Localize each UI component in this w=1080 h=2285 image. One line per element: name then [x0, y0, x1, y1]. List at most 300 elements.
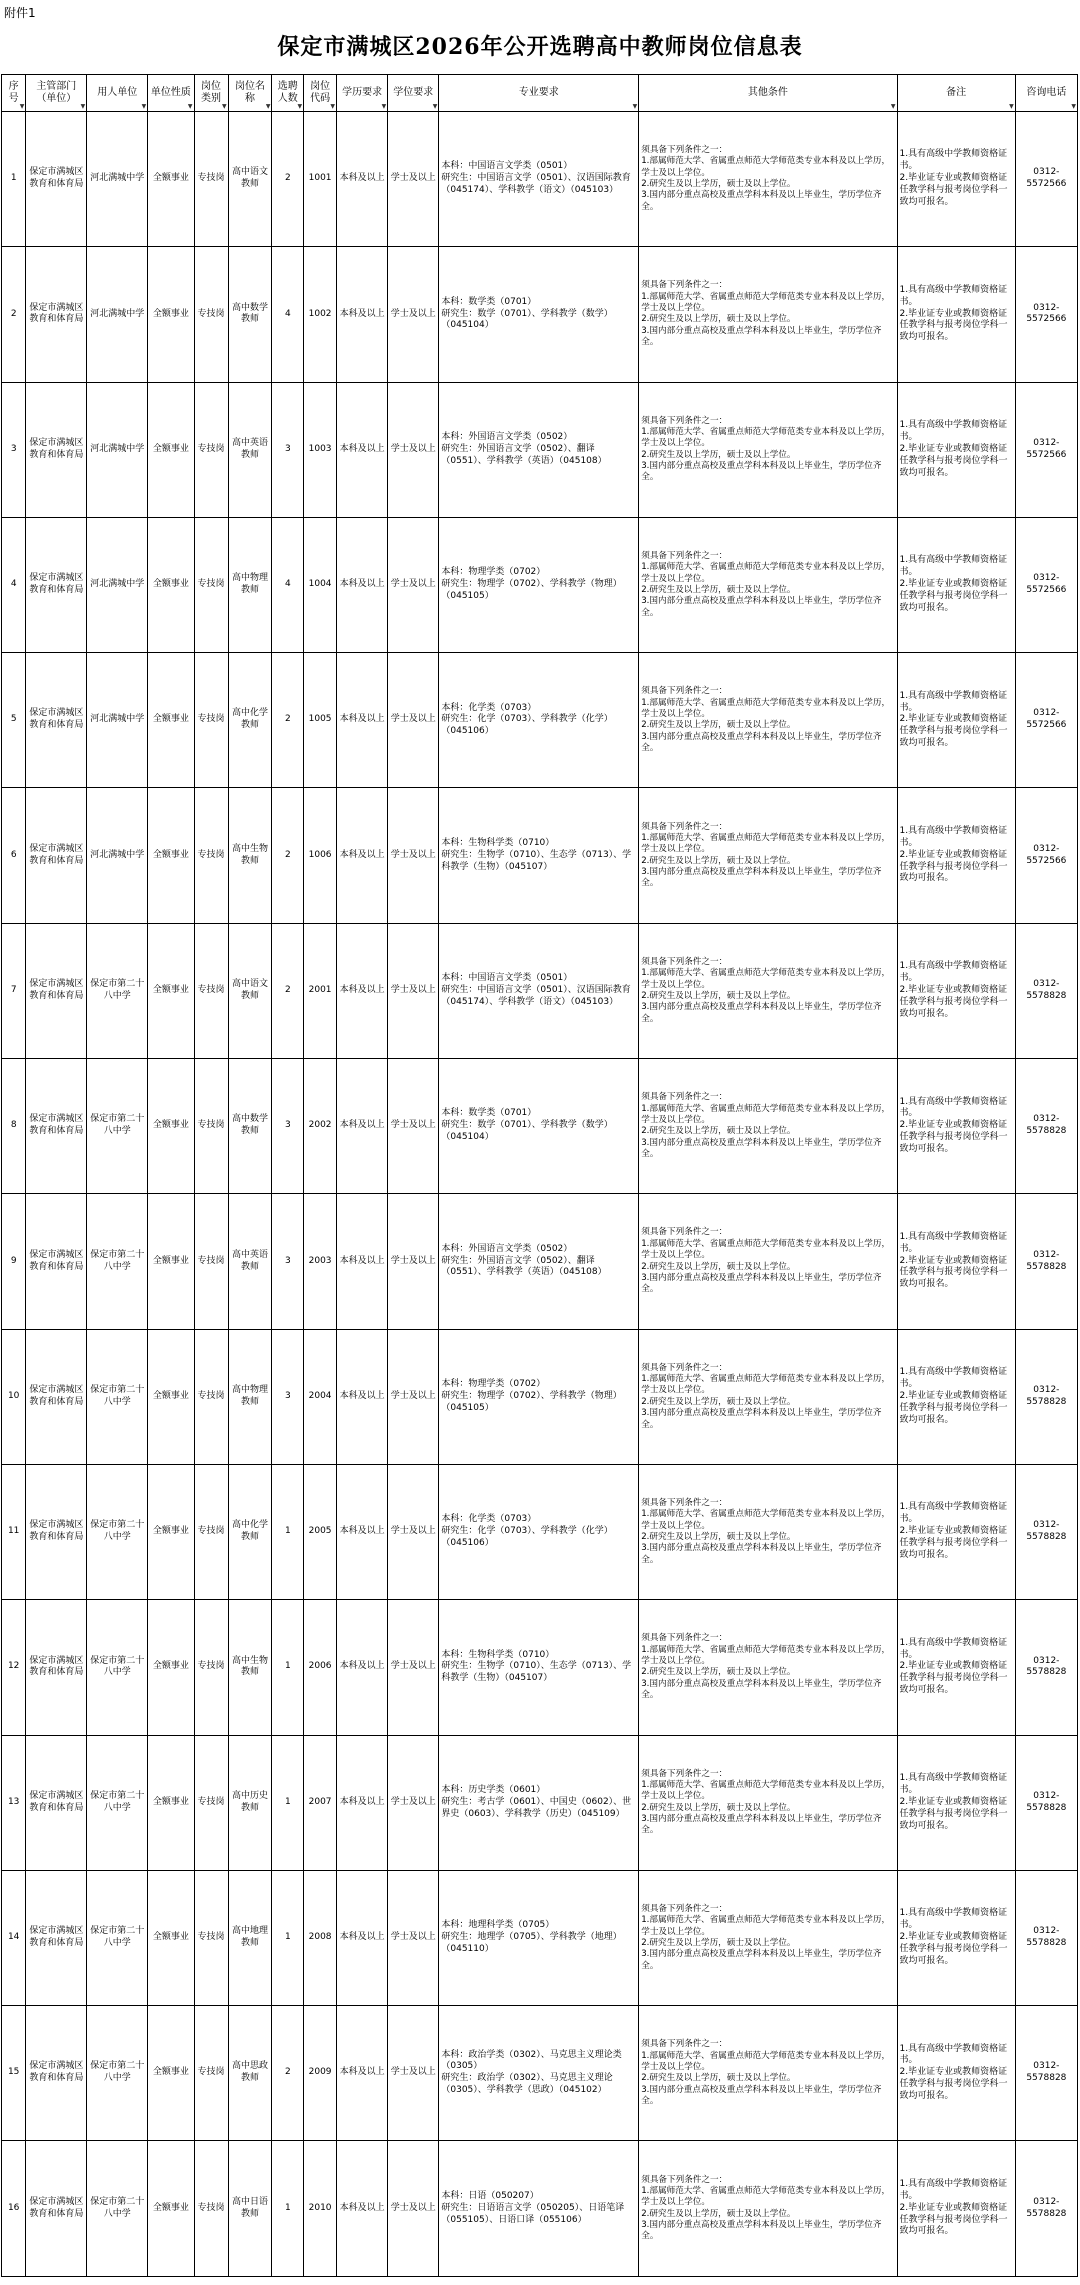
- condition-line: 3.国内部分重点高校及重点学科本科及以上毕业生，学历学位齐全。: [641, 325, 882, 348]
- cell-unit: 保定市第二十八中学: [87, 923, 148, 1058]
- condition-line: 1.部属师范大学、省属重点师范大学师范类专业本科及以上学历，学士及以上学位。: [641, 1915, 891, 1937]
- cell-nature: 全额事业: [148, 788, 194, 923]
- cell-nature: 全额事业: [148, 1735, 194, 1870]
- cell-remark: [897, 247, 1015, 382]
- cell-dept: 保定市满城区教育和体育局: [26, 517, 87, 652]
- table-row: [2, 788, 1078, 923]
- cell-post: 高中生物教师: [228, 1600, 272, 1735]
- header-label: 岗位代码: [310, 81, 331, 104]
- cell-remark: [897, 2141, 1015, 2276]
- cell-dept: 保定市满城区教育和体育局: [26, 788, 87, 923]
- table-row: [2, 1464, 1078, 1599]
- header-count[interactable]: [272, 75, 304, 112]
- header-category[interactable]: [194, 75, 228, 112]
- cell-category: 专技岗: [194, 112, 228, 247]
- cell-remark: [897, 923, 1015, 1058]
- remark-line: 1.具有高级中学教师资格证书。: [899, 1637, 1008, 1660]
- condition-line: 3.国内部分重点高校及重点学科本科及以上毕业生，学历学位齐全。: [641, 1543, 882, 1565]
- cell-nature: 全额事业: [148, 653, 194, 788]
- cell-code: 2002: [304, 1059, 337, 1194]
- table-row: [2, 112, 1078, 247]
- cell-code: 1004: [304, 517, 337, 652]
- cell-no: 12: [2, 1600, 26, 1735]
- filter-dropdown-icon[interactable]: ▼: [381, 102, 387, 110]
- cell-category: 专技岗: [194, 2006, 228, 2141]
- cell-count: 3: [272, 1059, 304, 1194]
- cell-dept: 保定市满城区教育和体育局: [26, 923, 87, 1058]
- condition-line: 须具备下列条件之一：: [641, 1092, 728, 1103]
- condition-line: 须具备下列条件之一：: [641, 1768, 728, 1779]
- cell-no: 4: [2, 517, 26, 652]
- cell-conditions: [639, 1870, 897, 2005]
- header-label: 其他条件: [747, 87, 788, 98]
- condition-line: 须具备下列条件之一：: [641, 1903, 728, 1914]
- filter-dropdown-icon[interactable]: ▼: [432, 102, 438, 110]
- cell-nature: 全额事业: [148, 1329, 194, 1464]
- cell-remark: [897, 382, 1015, 517]
- cell-degree: 学士及以上: [388, 2141, 439, 2276]
- table-header-row: [2, 75, 1078, 112]
- cell-degree: 学士及以上: [388, 112, 439, 247]
- filter-dropdown-icon[interactable]: ▼: [1009, 102, 1014, 110]
- condition-line: 须具备下列条件之一：: [641, 1362, 728, 1373]
- cell-unit: 保定市第二十八中学: [87, 1059, 148, 1194]
- header-nature[interactable]: [148, 75, 194, 112]
- cell-dept: 保定市满城区教育和体育局: [26, 1870, 87, 2005]
- cell-edu: 本科及以上: [337, 1600, 388, 1735]
- cell-conditions: [639, 517, 897, 652]
- condition-line: 2.研究生及以上学历，硕士及以上学位。: [641, 449, 796, 460]
- condition-line: 1.部属师范大学、省属重点师范大学师范类专业本科及以上学历，学士及以上学位。: [641, 291, 891, 314]
- condition-line: 2.研究生及以上学历，硕士及以上学位。: [641, 1802, 796, 1813]
- condition-line: 须具备下列条件之一：: [641, 1498, 728, 1509]
- cell-degree: 学士及以上: [388, 923, 439, 1058]
- cell-remark: [897, 653, 1015, 788]
- cell-category: 专技岗: [194, 247, 228, 382]
- condition-line: 3.国内部分重点高校及重点学科本科及以上毕业生，学历学位齐全。: [641, 866, 882, 889]
- cell-count: 1: [272, 1464, 304, 1599]
- remark-line: 1.具有高级中学教师资格证书。: [899, 1502, 1008, 1525]
- cell-code: 2010: [304, 2141, 337, 2276]
- cell-code: 2007: [304, 1735, 337, 1870]
- cell-no: 14: [2, 1870, 26, 2005]
- filter-dropdown-icon[interactable]: ▼: [141, 102, 147, 110]
- cell-remark: [897, 1464, 1015, 1599]
- cell-major: 本科：物理学类（0702） 研究生：物理学（0702）、学科教学（物理）（045105）: [439, 1329, 639, 1464]
- cell-nature: 全额事业: [148, 517, 194, 652]
- cell-degree: 学士及以上: [388, 1464, 439, 1599]
- cell-remark: [897, 1059, 1015, 1194]
- cell-nature: 全额事业: [148, 1870, 194, 2005]
- cell-nature: 全额事业: [148, 1600, 194, 1735]
- cell-nature: 全额事业: [148, 382, 194, 517]
- condition-line: 1.部属师范大学、省属重点师范大学师范类专业本科及以上学历，学士及以上学位。: [641, 968, 891, 990]
- cell-remark: [897, 112, 1015, 247]
- cell-no: 13: [2, 1735, 26, 1870]
- condition-line: 3.国内部分重点高校及重点学科本科及以上毕业生，学历学位齐全。: [641, 190, 882, 212]
- cell-major: 本科：生物科学类（0710） 研究生：生物学（0710）、生态学（0713）、学科教学（生物）（045107）: [439, 1600, 639, 1735]
- condition-line: 3.国内部分重点高校及重点学科本科及以上毕业生，学历学位齐全。: [641, 1949, 882, 1971]
- cell-post: 高中思政教师: [228, 2006, 272, 2141]
- condition-line: 2.研究生及以上学历，硕士及以上学位。: [641, 1396, 796, 1407]
- cell-remark: [897, 1735, 1015, 1870]
- cell-remark: [897, 1329, 1015, 1464]
- cell-count: 4: [272, 517, 304, 652]
- cell-edu: 本科及以上: [337, 1870, 388, 2005]
- cell-major: 本科：外国语言文学类（0502） 研究生：外国语言文学（0502）、翻译（0551）、学科教学（英语）（045108）: [439, 382, 639, 517]
- cell-edu: 本科及以上: [337, 923, 388, 1058]
- condition-line: 3.国内部分重点高校及重点学科本科及以上毕业生，学历学位齐全。: [641, 596, 882, 618]
- table-row: [2, 653, 1078, 788]
- cell-code: 1006: [304, 788, 337, 923]
- condition-line: 2.研究生及以上学历，硕士及以上学位。: [641, 179, 796, 190]
- cell-category: 专技岗: [194, 2141, 228, 2276]
- cell-dept: 保定市满城区教育和体育局: [26, 1464, 87, 1599]
- condition-line: 3.国内部分重点高校及重点学科本科及以上毕业生，学历学位齐全。: [641, 1408, 882, 1430]
- cell-code: 2001: [304, 923, 337, 1058]
- cell-major: 本科：政治学类（0302）、马克思主义理论类（0305） 研究生：政治学（0302）、马克思主义理论（0305）、学科教学（思政）（045102）: [439, 2006, 639, 2141]
- remark-line: 1.具有高级中学教师资格证书。: [899, 149, 1008, 172]
- cell-conditions: [639, 2006, 897, 2141]
- header-label: 专业要求: [518, 87, 559, 98]
- cell-dept: 保定市满城区教育和体育局: [26, 382, 87, 517]
- condition-line: 2.研究生及以上学历，硕士及以上学位。: [641, 1126, 796, 1137]
- remark-line: 2.毕业证专业或教师资格证任教学科与报考岗位学科一致均可报名。: [899, 849, 1008, 884]
- header-dept[interactable]: [26, 75, 87, 112]
- cell-dept: 保定市满城区教育和体育局: [26, 1329, 87, 1464]
- cell-no: 15: [2, 2006, 26, 2141]
- cell-major: 本科：外国语言文学类（0502） 研究生：外国语言文学（0502）、翻译（0551）、学科教学（英语）（045108）: [439, 1194, 639, 1329]
- header-label: 用人单位: [97, 87, 138, 98]
- header-unit[interactable]: [87, 75, 148, 112]
- cell-unit: 河北满城中学: [87, 517, 148, 652]
- condition-line: 1.部属师范大学、省属重点师范大学师范类专业本科及以上学历，学士及以上学位。: [641, 1374, 891, 1396]
- cell-phone: 0312-5578828: [1015, 2006, 1077, 2141]
- cell-edu: 本科及以上: [337, 112, 388, 247]
- condition-line: 1.部属师范大学、省属重点师范大学师范类专业本科及以上学历，学士及以上学位。: [641, 562, 891, 584]
- cell-conditions: [639, 2141, 897, 2276]
- cell-conditions: [639, 247, 897, 382]
- condition-line: 1.部属师范大学、省属重点师范大学师范类专业本科及以上学历，学士及以上学位。: [641, 427, 891, 449]
- cell-count: 3: [272, 1329, 304, 1464]
- table-body: [2, 112, 1078, 2277]
- cell-phone: 0312-5578828: [1015, 1600, 1077, 1735]
- filter-dropdown-icon[interactable]: ▼: [265, 102, 271, 110]
- cell-no: 3: [2, 382, 26, 517]
- condition-line: 3.国内部分重点高校及重点学科本科及以上毕业生，学历学位齐全。: [641, 1002, 882, 1024]
- condition-line: 1.部属师范大学、省属重点师范大学师范类专业本科及以上学历，学士及以上学位。: [641, 1644, 891, 1667]
- cell-phone: 0312-5572566: [1015, 382, 1077, 517]
- filter-dropdown-icon[interactable]: ▼: [187, 102, 193, 110]
- cell-phone: 0312-5572566: [1015, 247, 1077, 382]
- cell-conditions: [639, 1059, 897, 1194]
- remark-line: 2.毕业证专业或教师资格证任教学科与报考岗位学科一致均可报名。: [899, 1932, 1008, 1966]
- condition-line: 3.国内部分重点高校及重点学科本科及以上毕业生，学历学位齐全。: [641, 1678, 882, 1701]
- cell-phone: 0312-5578828: [1015, 923, 1077, 1058]
- cell-unit: 保定市第二十八中学: [87, 1329, 148, 1464]
- table-row: [2, 382, 1078, 517]
- cell-post: 高中地理教师: [228, 1870, 272, 2005]
- cell-dept: 保定市满城区教育和体育局: [26, 112, 87, 247]
- remark-line: 2.毕业证专业或教师资格证任教学科与报考岗位学科一致均可报名。: [899, 173, 1008, 207]
- header-label: 岗位类别: [201, 81, 222, 104]
- header-no[interactable]: [2, 75, 26, 112]
- cell-category: 专技岗: [194, 653, 228, 788]
- cell-post: 高中历史教师: [228, 1735, 272, 1870]
- header-post[interactable]: [228, 75, 272, 112]
- condition-line: 3.国内部分重点高校及重点学科本科及以上毕业生，学历学位齐全。: [641, 461, 882, 483]
- cell-remark: [897, 1600, 1015, 1735]
- cell-category: 专技岗: [194, 517, 228, 652]
- cell-major: 本科：中国语言文学类（0501） 研究生：中国语言文学（0501）、汉语国际教育（045174）、学科教学（语文）（045103）: [439, 923, 639, 1058]
- remark-line: 2.毕业证专业或教师资格证任教学科与报考岗位学科一致均可报名。: [899, 984, 1008, 1019]
- cell-count: 2: [272, 788, 304, 923]
- cell-edu: 本科及以上: [337, 1464, 388, 1599]
- cell-no: 9: [2, 1194, 26, 1329]
- header-degree[interactable]: [388, 75, 439, 112]
- table-row: [2, 1600, 1078, 1735]
- cell-major: 本科：物理学类（0702） 研究生：物理学（0702）、学科教学（物理）（045105）: [439, 517, 639, 652]
- table-row: [2, 1329, 1078, 1464]
- cell-count: 1: [272, 2141, 304, 2276]
- table-row: [2, 1735, 1078, 1870]
- table-row: [2, 517, 1078, 652]
- cell-post: 高中物理教师: [228, 517, 272, 652]
- header-remark[interactable]: [897, 75, 1015, 112]
- cell-category: 专技岗: [194, 788, 228, 923]
- header-label: 选聘人数: [277, 81, 298, 104]
- cell-edu: 本科及以上: [337, 1059, 388, 1194]
- cell-edu: 本科及以上: [337, 2006, 388, 2141]
- condition-line: 3.国内部分重点高校及重点学科本科及以上毕业生，学历学位齐全。: [641, 731, 882, 754]
- condition-line: 3.国内部分重点高校及重点学科本科及以上毕业生，学历学位齐全。: [641, 1814, 882, 1836]
- condition-line: 1.部属师范大学、省属重点师范大学师范类专业本科及以上学历，学士及以上学位。: [641, 1103, 891, 1125]
- cell-unit: 保定市第二十八中学: [87, 2006, 148, 2141]
- cell-category: 专技岗: [194, 1735, 228, 1870]
- cell-code: 2006: [304, 1600, 337, 1735]
- cell-major: 本科：数学类（0701） 研究生：数学（0701）、学科教学（数学）（045104）: [439, 1059, 639, 1194]
- cell-post: 高中数学教师: [228, 247, 272, 382]
- condition-line: 1.部属师范大学、省属重点师范大学师范类专业本科及以上学历，学士及以上学位。: [641, 697, 891, 719]
- table-row: [2, 1870, 1078, 2005]
- cell-degree: 学士及以上: [388, 2006, 439, 2141]
- cell-remark: [897, 517, 1015, 652]
- cell-no: 16: [2, 2141, 26, 2276]
- condition-line: 1.部属师范大学、省属重点师范大学师范类专业本科及以上学历，学士及以上学位。: [641, 832, 891, 855]
- cell-post: 高中日语教师: [228, 2141, 272, 2276]
- condition-line: 2.研究生及以上学历，硕士及以上学位。: [641, 314, 796, 325]
- cell-degree: 学士及以上: [388, 382, 439, 517]
- cell-phone: 0312-5578828: [1015, 1870, 1077, 2005]
- cell-phone: 0312-5578828: [1015, 1329, 1077, 1464]
- cell-phone: 0312-5578828: [1015, 1059, 1077, 1194]
- attachment-label: 附件1: [4, 6, 36, 20]
- cell-degree: 学士及以上: [388, 1600, 439, 1735]
- condition-line: 2.研究生及以上学历，硕士及以上学位。: [641, 585, 796, 596]
- remark-line: 2.毕业证专业或教师资格证任教学科与报考岗位学科一致均可报名。: [899, 1120, 1008, 1155]
- remark-line: 2.毕业证专业或教师资格证任教学科与报考岗位学科一致均可报名。: [899, 1255, 1008, 1290]
- cell-major: 本科：日语（050207） 研究生：日语语言文学（050205）、日语笔译（055105）、日语口译（055106）: [439, 2141, 639, 2276]
- remark-line: 1.具有高级中学教师资格证书。: [899, 555, 1008, 578]
- cell-nature: 全额事业: [148, 923, 194, 1058]
- filter-dropdown-icon[interactable]: ▼: [19, 102, 25, 110]
- cell-unit: 河北满城中学: [87, 382, 148, 517]
- condition-line: 须具备下列条件之一：: [641, 551, 728, 561]
- condition-line: 2.研究生及以上学历，硕士及以上学位。: [641, 1938, 796, 1948]
- cell-count: 4: [272, 247, 304, 382]
- filter-dropdown-icon[interactable]: ▼: [1071, 102, 1076, 110]
- condition-line: 须具备下列条件之一：: [641, 686, 728, 697]
- cell-no: 7: [2, 923, 26, 1058]
- header-code[interactable]: [304, 75, 337, 112]
- remark-line: 2.毕业证专业或教师资格证任教学科与报考岗位学科一致均可报名。: [899, 714, 1008, 749]
- header-label: 岗位名称: [235, 81, 266, 104]
- filter-dropdown-icon[interactable]: ▼: [330, 102, 336, 110]
- filter-dropdown-icon[interactable]: ▼: [297, 102, 303, 110]
- cell-remark: [897, 1194, 1015, 1329]
- condition-line: 须具备下列条件之一：: [641, 1227, 728, 1238]
- remark-line: 1.具有高级中学教师资格证书。: [899, 961, 1008, 984]
- condition-line: 须具备下列条件之一：: [641, 2174, 728, 2185]
- filter-dropdown-icon[interactable]: ▼: [80, 102, 86, 110]
- condition-line: 1.部属师范大学、省属重点师范大学师范类专业本科及以上学历，学士及以上学位。: [641, 2185, 891, 2208]
- cell-count: 3: [272, 1194, 304, 1329]
- cell-category: 专技岗: [194, 923, 228, 1058]
- cell-no: 6: [2, 788, 26, 923]
- remark-line: 1.具有高级中学教师资格证书。: [899, 2178, 1008, 2201]
- cell-code: 1001: [304, 112, 337, 247]
- cell-nature: 全额事业: [148, 2141, 194, 2276]
- cell-conditions: [639, 382, 897, 517]
- cell-count: 1: [272, 1600, 304, 1735]
- remark-line: 2.毕业证专业或教师资格证任教学科与报考岗位学科一致均可报名。: [899, 1390, 1008, 1425]
- cell-degree: 学士及以上: [388, 1194, 439, 1329]
- condition-line: 3.国内部分重点高校及重点学科本科及以上毕业生，学历学位齐全。: [641, 2084, 882, 2106]
- cell-unit: 保定市第二十八中学: [87, 1464, 148, 1599]
- remark-line: 1.具有高级中学教师资格证书。: [899, 420, 1008, 442]
- cell-phone: 0312-5572566: [1015, 653, 1077, 788]
- cell-edu: 本科及以上: [337, 653, 388, 788]
- cell-code: 1005: [304, 653, 337, 788]
- cell-edu: 本科及以上: [337, 2141, 388, 2276]
- condition-line: 3.国内部分重点高校及重点学科本科及以上毕业生，学历学位齐全。: [641, 2219, 882, 2242]
- remark-line: 1.具有高级中学教师资格证书。: [899, 690, 1008, 713]
- cell-phone: 0312-5572566: [1015, 112, 1077, 247]
- cell-unit: 保定市第二十八中学: [87, 2141, 148, 2276]
- condition-line: 须具备下列条件之一：: [641, 145, 728, 156]
- table-row: [2, 1194, 1078, 1329]
- cell-category: 专技岗: [194, 1059, 228, 1194]
- cell-degree: 学士及以上: [388, 1870, 439, 2005]
- cell-conditions: [639, 923, 897, 1058]
- cell-unit: 保定市第二十八中学: [87, 1870, 148, 2005]
- cell-post: 高中英语教师: [228, 1194, 272, 1329]
- cell-post: 高中物理教师: [228, 1329, 272, 1464]
- remark-line: 2.毕业证专业或教师资格证任教学科与报考岗位学科一致均可报名。: [899, 2202, 1008, 2237]
- header-conditions[interactable]: [639, 75, 897, 112]
- cell-nature: 全额事业: [148, 1194, 194, 1329]
- remark-line: 1.具有高级中学教师资格证书。: [899, 1367, 1008, 1389]
- filter-dropdown-icon[interactable]: ▼: [221, 102, 227, 110]
- remark-line: 2.毕业证专业或教师资格证任教学科与报考岗位学科一致均可报名。: [899, 443, 1008, 478]
- cell-phone: 0312-5578828: [1015, 1464, 1077, 1599]
- cell-conditions: [639, 653, 897, 788]
- cell-edu: 本科及以上: [337, 247, 388, 382]
- cell-code: 2009: [304, 2006, 337, 2141]
- header-label: 学历要求: [342, 87, 383, 98]
- remark-line: 1.具有高级中学教师资格证书。: [899, 1908, 1008, 1931]
- condition-line: 2.研究生及以上学历，硕士及以上学位。: [641, 2073, 796, 2084]
- cell-major: 本科：地理科学类（0705） 研究生：地理学（0705）、学科教学（地理）（045110）: [439, 1870, 639, 2005]
- condition-line: 3.国内部分重点高校及重点学科本科及以上毕业生，学历学位齐全。: [641, 1137, 882, 1159]
- cell-dept: 保定市满城区教育和体育局: [26, 2141, 87, 2276]
- cell-conditions: [639, 1329, 897, 1464]
- cell-phone: 0312-5578828: [1015, 1194, 1077, 1329]
- cell-unit: 河北满城中学: [87, 653, 148, 788]
- remark-line: 2.毕业证专业或教师资格证任教学科与报考岗位学科一致均可报名。: [899, 1526, 1008, 1560]
- cell-edu: 本科及以上: [337, 382, 388, 517]
- cell-edu: 本科及以上: [337, 788, 388, 923]
- condition-line: 须具备下列条件之一：: [641, 415, 728, 426]
- remark-line: 2.毕业证专业或教师资格证任教学科与报考岗位学科一致均可报名。: [899, 1796, 1008, 1831]
- cell-post: 高中英语教师: [228, 382, 272, 517]
- header-label: 序号: [8, 81, 19, 104]
- condition-line: 2.研究生及以上学历，硕士及以上学位。: [641, 855, 796, 866]
- cell-post: 高中语文教师: [228, 112, 272, 247]
- cell-conditions: [639, 1600, 897, 1735]
- header-phone[interactable]: [1015, 75, 1077, 112]
- cell-code: 1003: [304, 382, 337, 517]
- condition-line: 1.部属师范大学、省属重点师范大学师范类专业本科及以上学历，学士及以上学位。: [641, 1509, 891, 1531]
- header-label: 咨询电话: [1026, 87, 1067, 98]
- remark-line: 2.毕业证专业或教师资格证任教学科与报考岗位学科一致均可报名。: [899, 579, 1008, 613]
- cell-conditions: [639, 788, 897, 923]
- cell-conditions: [639, 1194, 897, 1329]
- header-label: 主管部门（单位）: [36, 81, 77, 104]
- cell-unit: 河北满城中学: [87, 788, 148, 923]
- cell-unit: 河北满城中学: [87, 247, 148, 382]
- cell-nature: 全额事业: [148, 1059, 194, 1194]
- cell-code: 2003: [304, 1194, 337, 1329]
- cell-unit: 保定市第二十八中学: [87, 1194, 148, 1329]
- cell-category: 专技岗: [194, 1329, 228, 1464]
- condition-line: 1.部属师范大学、省属重点师范大学师范类专业本科及以上学历，学士及以上学位。: [641, 1238, 891, 1261]
- filter-dropdown-icon[interactable]: ▼: [632, 102, 638, 110]
- filter-dropdown-icon[interactable]: ▼: [890, 102, 896, 110]
- cell-nature: 全额事业: [148, 112, 194, 247]
- cell-major: 本科：生物科学类（0710） 研究生：生物学（0710）、生态学（0713）、学科教学（生物）（045107）: [439, 788, 639, 923]
- remark-line: 2.毕业证专业或教师资格证任教学科与报考岗位学科一致均可报名。: [899, 308, 1008, 343]
- cell-count: 2: [272, 112, 304, 247]
- cell-major: 本科：化学类（0703） 研究生：化学（0703）、学科教学（化学）（045106）: [439, 653, 639, 788]
- cell-no: 1: [2, 112, 26, 247]
- condition-line: 2.研究生及以上学历，硕士及以上学位。: [641, 990, 796, 1001]
- cell-category: 专技岗: [194, 1600, 228, 1735]
- condition-line: 1.部属师范大学、省属重点师范大学师范类专业本科及以上学历，学士及以上学位。: [641, 156, 891, 178]
- condition-line: 须具备下列条件之一：: [641, 1633, 728, 1644]
- remark-line: 1.具有高级中学教师资格证书。: [899, 1773, 1008, 1795]
- cell-phone: 0312-5578828: [1015, 1735, 1077, 1870]
- header-major[interactable]: [439, 75, 639, 112]
- cell-remark: [897, 1870, 1015, 2005]
- cell-conditions: [639, 112, 897, 247]
- cell-count: 1: [272, 1735, 304, 1870]
- cell-major: 本科：历史学类（0601） 研究生：考古学（0601）、中国史（0602）、世界史（0603）、学科教学（历史）（045109）: [439, 1735, 639, 1870]
- header-edu[interactable]: [337, 75, 388, 112]
- remark-line: 1.具有高级中学教师资格证书。: [899, 1231, 1008, 1254]
- page-title: 保定市满城区2026年公开选聘高中教师岗位信息表: [277, 34, 803, 60]
- cell-code: 2005: [304, 1464, 337, 1599]
